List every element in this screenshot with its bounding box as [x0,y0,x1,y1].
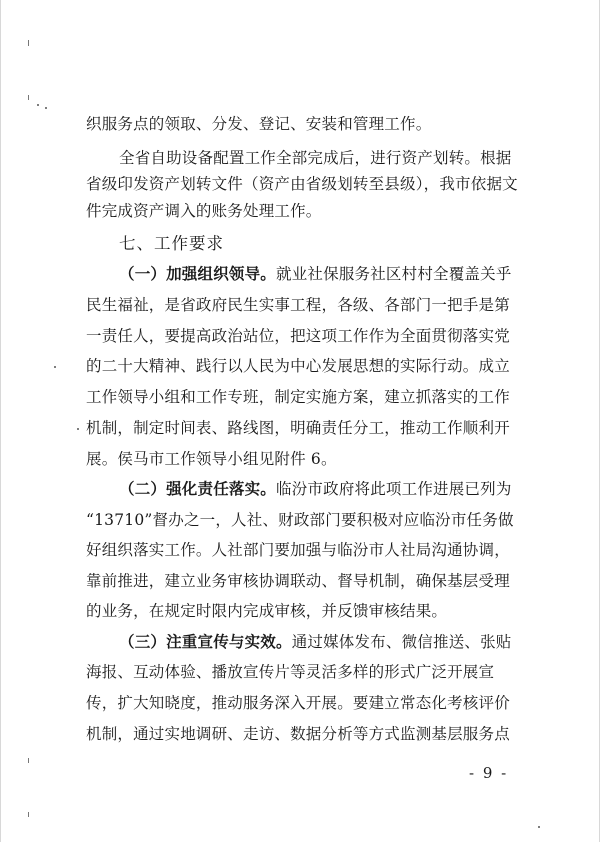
body-text-line: 海报、互动体验、播放宣传片等灵活多样的形式广泛开展宣 [86,663,495,681]
body-text-line: 织服务点的领取、分发、登记、安装和管理工作。 [86,115,432,133]
subsection-title: （一）加强组织领导。 [119,264,277,283]
scan-speck [77,428,79,430]
paragraph-first-line [119,264,512,284]
body-text: 临汾市政府将此项工作进展已列为 [276,480,512,498]
body-text-line: 机制，制定时间表、路线图，明确责任分工，推动工作顺利开 [86,419,510,437]
page-number: - 9 - [469,764,509,782]
paragraph-first-line [119,632,512,652]
subsection-title: （三）注重宣传与实效。 [119,632,292,651]
body-text-line: 机制，通过实地调研、走访、数据分析等方式监测基层服务点 [86,725,510,743]
body-text: 就业社保服务社区村村全覆盖关乎 [276,265,512,283]
body-text-line: 民生福祉，是省政府民生实事工程，各级、各部门一把手是第 [86,296,510,314]
body-text-line: 靠前推进，建立业务审核协调联动、督导机制，确保基层受理 [86,572,510,590]
scan-speck [54,366,56,368]
paragraph-first-line [119,479,512,499]
body-text-line: 好组织落实工作。人社部门要加强与临汾市人社局沟通协调， [86,541,510,559]
body-text-line: 传，扩大知晓度，推动服务深入开展。要建立常态化考核评价 [86,694,510,712]
body-text-line: 件完成资产调入的账务处理工作。 [86,202,322,220]
body-text-line: 省级印发资产划转文件（资产由省级划转至县级），我市依据文 [86,175,518,193]
scan-speck [37,104,39,106]
binding-mark [28,40,29,46]
scan-speck [538,826,540,828]
body-text-line: 一责任人，要提高政治站位，把这项工作作为全面贯彻落实党 [86,327,510,345]
body-text-line: 展。侯马市工作领导小组见附件 6。 [86,450,337,468]
scan-speck [45,107,47,109]
binding-mark [28,758,29,763]
binding-mark [28,95,29,100]
body-text-line: “13710”督办之一，人社、财政部门要积极对应临汾市任务做 [86,511,514,529]
body-text-line: 的业务，在规定时限内完成审核，并反馈审核结果。 [86,602,448,620]
body-text-line: 的二十大精神、践行以人民为中心发展思想的实际行动。成立 [86,357,510,375]
body-text-line: 工作领导小组和工作专班，制定实施方案，建立抓落实的工作 [86,388,510,406]
subsection-title: （二）强化责任落实。 [119,479,277,498]
section-heading: 七、工作要求 [119,234,224,253]
binding-mark [28,812,29,817]
body-text: 通过媒体发布、微信推送、张贴 [291,633,512,651]
body-text-line: 全省自助设备配置工作全部完成后，进行资产划转。根据 [119,149,512,167]
